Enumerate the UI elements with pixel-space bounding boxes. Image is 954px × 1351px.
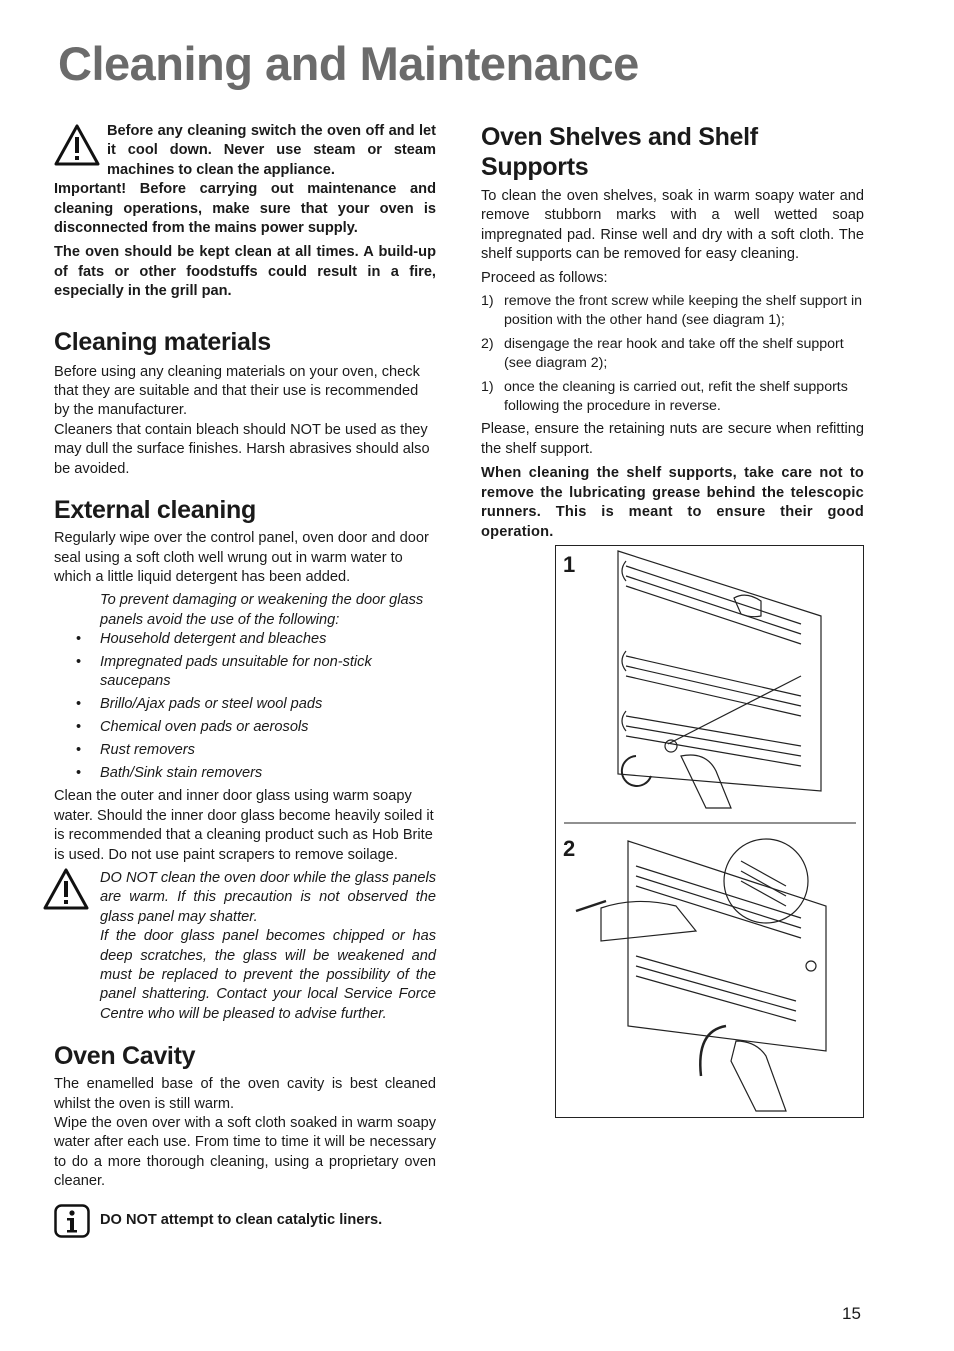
step-text: remove the front screw while keeping the shelf support in position with the other hand (see diagram 1); bbox=[504, 293, 863, 329]
warning-icon bbox=[54, 124, 100, 166]
list-item: • Chemical oven pads or aerosols bbox=[54, 718, 436, 737]
upper-shelf-rails bbox=[626, 566, 801, 644]
hand-lower-2 bbox=[731, 1041, 786, 1111]
shelves-para2: Please, ensure the retaining nuts are secure when refitting the shelf support. bbox=[481, 421, 864, 457]
steps-list bbox=[481, 292, 864, 416]
shelf-support-diagram bbox=[555, 545, 864, 1118]
screw-guide-line bbox=[668, 676, 801, 744]
avoid-list bbox=[54, 630, 436, 783]
step-number: 1) bbox=[481, 293, 494, 310]
keep-clean-text: The oven should be kept clean at all times. A build-up of fats or other foodstuffs could result in a fire, especially in the grill pan. bbox=[54, 244, 436, 300]
diagram-label-1: 1 bbox=[563, 552, 576, 577]
rails-2b bbox=[636, 956, 796, 1021]
right-column bbox=[481, 122, 864, 542]
warning-lead-text: Before any cleaning switch the oven off and let it cool down. Never use steam or steam machines to clean the appliance. bbox=[107, 123, 436, 178]
external-cleaning-para1: Regularly wipe over the control panel, oven door and door seal using a soft cloth well wrung out in warm water to which a little liquid detergent has been added. bbox=[54, 530, 429, 585]
shelves-heading: Oven Shelves and Shelf Supports bbox=[481, 123, 758, 181]
diagram-2-drawing bbox=[576, 839, 826, 1111]
list-item bbox=[481, 292, 864, 331]
oven-cavity-para1: The enamelled base of the oven cavity is best cleaned whilst the oven is still warm. bbox=[54, 1076, 436, 1112]
proceed-text: Proceed as follows: bbox=[481, 269, 608, 286]
detail-rails bbox=[741, 861, 786, 906]
cleaning-materials-para2: Cleaners that contain bleach should NOT be used as they may dull the surface finishes. Harsh abrasives should also be avoided. bbox=[54, 421, 430, 477]
page-title: Cleaning and Maintenance bbox=[58, 37, 639, 90]
info-note-text: DO NOT attempt to clean catalytic liners. bbox=[100, 1211, 383, 1228]
info-icon bbox=[54, 1204, 90, 1238]
info-note bbox=[54, 1204, 436, 1238]
middle-shelf-rails bbox=[626, 656, 801, 716]
cleaning-materials-para1: Before using any cleaning materials on your oven, check that they are suitable and that their use is recommended by the manufacturer. bbox=[54, 363, 420, 419]
list-item: • Bath/Sink stain removers bbox=[54, 764, 436, 783]
step-text: disengage the rear hook and take off the shelf support (see diagram 2); bbox=[504, 335, 844, 372]
external-cleaning-heading: External cleaning bbox=[54, 496, 256, 525]
list-item: • Household detergent and bleaches bbox=[54, 630, 436, 649]
step-number: 1) bbox=[481, 378, 494, 395]
list-item: • Impregnated pads unsuitable for non-stick saucepans bbox=[54, 653, 436, 691]
lower-shelf-rails bbox=[626, 716, 801, 766]
list-item: • Brillo/Ajax pads or steel wool pads bbox=[54, 695, 436, 714]
shelves-bold-note: When cleaning the shelf supports, take care not to remove the lubricating grease behind the telescopic runners. This is meant to ensure their good operation. bbox=[481, 465, 864, 540]
page-number: 15 bbox=[842, 1304, 861, 1323]
glass-warning-text2: If the door glass panel becomes chipped or has deep scratches, the glass will be weakened and must be replaced to prevent the possibility of the panel shattering. Contact your local Service Force Centre who will be pleased to advise further. bbox=[100, 928, 436, 1022]
glass-warning bbox=[54, 869, 436, 1024]
hand-upper-2 bbox=[601, 901, 696, 941]
warning-icon bbox=[43, 868, 89, 910]
left-column bbox=[54, 122, 436, 1238]
diagram-illustration bbox=[556, 546, 863, 1117]
cleaning-materials-heading: Cleaning materials bbox=[54, 327, 271, 356]
diagram-1-drawing bbox=[618, 551, 821, 808]
remove-arrow bbox=[700, 1026, 726, 1076]
rail-hooks bbox=[622, 561, 626, 731]
list-item bbox=[481, 378, 864, 417]
list-item: • Rust removers bbox=[54, 741, 436, 760]
step-number: 2) bbox=[481, 335, 494, 352]
detail-magnifier bbox=[724, 839, 808, 923]
fixing-hole bbox=[806, 961, 816, 971]
glass-note: To prevent damaging or weakening the door glass panels avoid the use of the following: bbox=[100, 592, 424, 628]
rotate-arrow bbox=[622, 756, 651, 786]
diagram-label-2: 2 bbox=[563, 836, 576, 861]
external-cleaning-para2: Clean the outer and inner door glass using warm soapy water. Should the inner door glass become heavily soiled it is recommended that a cleaning product such as Hob Brite is used. Do not use paint scrapers to remove soilage. bbox=[54, 788, 434, 863]
oven-cavity-heading: Oven Cavity bbox=[54, 1042, 196, 1071]
rails-2a bbox=[636, 866, 801, 938]
oven-cavity-para2: Wipe the oven over with a soft cloth soaked in warm soapy water after each use. From time to time it will be necessary to do a more thorough cleaning, using a proprietary oven cleaner. bbox=[54, 1115, 436, 1190]
list-item bbox=[481, 335, 864, 374]
step-text: once the cleaning is carried out, refit the shelf supports following the procedure in reverse. bbox=[504, 378, 848, 415]
glass-warning-text1: DO NOT clean the oven door while the glass panels are warm. If this precaution is not observed the glass panel may shatter. bbox=[100, 869, 436, 925]
shelves-para1: To clean the oven shelves, soak in warm soapy water and remove stubborn marks with a well wetted soap impregnated pad. Rinse well and dry with a soft cloth. The shelf supports can be removed for easy cleaning. bbox=[481, 188, 864, 263]
intro-warning bbox=[54, 122, 436, 180]
important-text: Important! Before carrying out maintenance and cleaning operations, make sure that your oven is disconnected from the mains power supply. bbox=[54, 181, 436, 237]
